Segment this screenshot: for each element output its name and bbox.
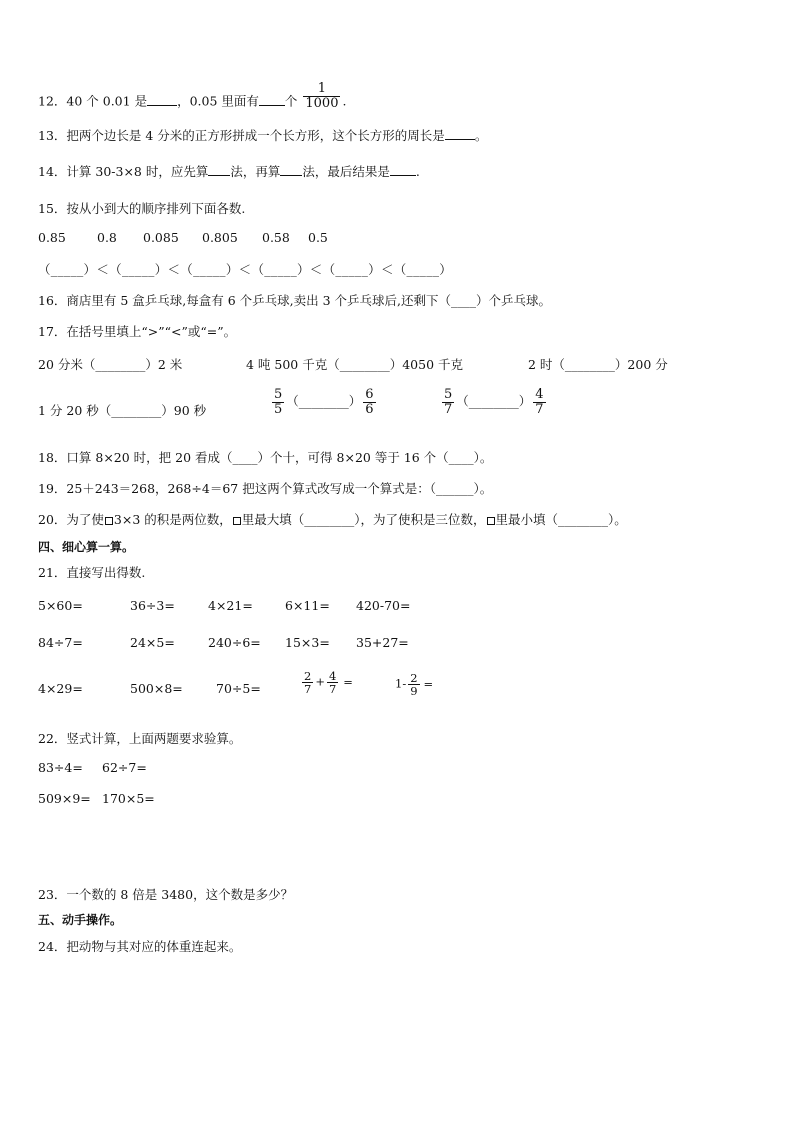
q21-item-11: 4×29= <box>38 681 83 696</box>
q21-item-12: 500×8= <box>130 681 183 696</box>
q20-box-2 <box>233 517 241 525</box>
q17-compare-5 <box>270 388 378 416</box>
q12-end: . <box>342 93 347 109</box>
q21-item-6: 84÷7= <box>38 635 83 650</box>
q17-f2-blank[interactable]: （________） <box>456 393 532 409</box>
q15-order-row: （_____）＜（_____）＜（_____）＜（_____）＜（_____）＜（_____） <box>38 262 453 277</box>
q17-f1-left: $\frac{5}{5}$ <box>274 387 283 417</box>
q21-item-7: 24×5= <box>130 635 175 650</box>
q14-text-a: 14．计算 30-3×8 时，应先算 <box>38 164 209 179</box>
question-13 <box>38 126 487 144</box>
q21-item-9: 15×3= <box>285 635 330 650</box>
q12-fraction: $\frac{1}{1000}$ <box>305 81 339 111</box>
q15-number-1: 0.85 <box>38 230 66 245</box>
q22-item-3: 509×9= <box>38 791 91 806</box>
question-16: 16．商店里有 5 盒乒乓球,每盒有 6 个乒乓球,卖出 3 个乒乓球后,还剩下（____）个乒乓球。 <box>38 293 552 308</box>
q14-blank-3[interactable] <box>390 163 416 176</box>
question-18: 18．口算 8×20 时，把 20 看成（____）个十，可得 8×20 等于 16 个（____）。 <box>38 450 493 465</box>
q20-box-3 <box>487 517 495 525</box>
section-4-heading: 四、细心算一算。 <box>38 540 135 554</box>
question-12 <box>38 81 347 116</box>
q13-text: 13．把两个边长是 4 分米的正方形拼成一个长方形，这个长方形的周长是 <box>38 128 445 143</box>
q21-item-14 <box>300 670 353 695</box>
q14-end: . <box>415 164 420 179</box>
q22-item-4: 170×5= <box>102 791 155 806</box>
q15-number-5: 0.58 <box>262 230 290 245</box>
q17-compare-4: 1 分 20 秒（________）90 秒 <box>38 403 207 418</box>
question-14 <box>38 162 420 180</box>
q21-eq-2: = <box>423 676 434 691</box>
q15-number-6: 0.5 <box>308 230 328 245</box>
q21-item-2: 36÷3= <box>130 598 175 613</box>
q17-f1-right: $\frac{6}{6}$ <box>365 387 374 417</box>
q21-one-minus: 1- <box>395 676 407 691</box>
q22-item-1: 83÷4= <box>38 760 83 775</box>
question-21-title: 21．直接写出得数. <box>38 565 146 580</box>
q17-f1-blank[interactable]: （________） <box>286 393 362 409</box>
q14-blank-1[interactable] <box>208 163 230 176</box>
q20-box-1 <box>105 517 113 525</box>
q13-end: 。 <box>474 128 488 143</box>
q21-item-5: 420-70= <box>356 598 411 613</box>
q15-number-3: 0.085 <box>143 230 179 245</box>
q21-frac-c: $\frac{2}{9}$ <box>410 671 418 699</box>
q21-item-4: 6×11= <box>285 598 330 613</box>
section-5-heading: 五、动手操作。 <box>38 913 123 927</box>
q20-text-c: 里最大填（________），为了使积是三位数， <box>241 512 486 527</box>
q12-text-a: 12．40 个 0.01 是 <box>38 93 148 109</box>
q22-item-2: 62÷7= <box>102 760 147 775</box>
question-15-title: 15．按从小到大的顺序排列下面各数. <box>38 201 246 216</box>
q21-item-3: 4×21= <box>208 598 253 613</box>
q14-text-c: 法，最后结果是 <box>302 164 390 179</box>
q20-text-a: 20．为了使 <box>38 512 104 527</box>
q12-text-b: ，0.05 里面有 <box>177 93 259 109</box>
q14-blank-2[interactable] <box>280 163 302 176</box>
q15-number-4: 0.805 <box>202 230 238 245</box>
q17-compare-1: 20 分米（________）2 米 <box>38 357 183 372</box>
q14-text-b: 法，再算 <box>230 164 281 179</box>
q17-f2-right: $\frac{4}{7}$ <box>535 387 544 417</box>
q20-text-d: 里最小填（________）。 <box>495 512 627 527</box>
q12-text-c: 个 <box>284 93 298 109</box>
q17-f2-left: $\frac{5}{7}$ <box>444 387 453 417</box>
question-23: 23．一个数的 8 倍是 3480，这个数是多少？ <box>38 887 294 902</box>
question-22-title: 22．竖式计算，上面两题要求验算。 <box>38 731 242 746</box>
q12-blank-1[interactable] <box>147 93 177 106</box>
q15-number-2: 0.8 <box>97 230 117 245</box>
q21-item-13: 70÷5= <box>216 681 261 696</box>
q21-frac-b: $\frac{4}{7}$ <box>328 669 337 697</box>
q21-plus: + <box>315 674 325 689</box>
q13-blank[interactable] <box>445 127 475 140</box>
q17-compare-3: 2 时（________）200 分 <box>528 357 668 372</box>
q20-text-b: 3×3 的积是两位数， <box>113 512 232 527</box>
q17-compare-6 <box>440 388 548 416</box>
question-20 <box>38 510 627 528</box>
q21-item-15 <box>395 672 433 697</box>
question-24: 24．把动物与其对应的体重连起来。 <box>38 939 242 954</box>
q21-frac-a: $\frac{2}{7}$ <box>304 669 312 697</box>
q21-eq-1: = <box>343 674 353 689</box>
q12-blank-2[interactable] <box>259 93 285 106</box>
question-19: 19．25＋243＝268，268÷4＝67 把这两个算式改写成一个算式是：（______）。 <box>38 481 493 496</box>
q17-compare-2: 4 吨 500 千克（________）4050 千克 <box>246 357 464 372</box>
q21-item-8: 240÷6= <box>208 635 261 650</box>
question-17-title: 17．在括号里填上“>”“<”或“=”。 <box>38 324 237 339</box>
q21-item-1: 5×60= <box>38 598 83 613</box>
q21-item-10: 35+27= <box>356 635 409 650</box>
